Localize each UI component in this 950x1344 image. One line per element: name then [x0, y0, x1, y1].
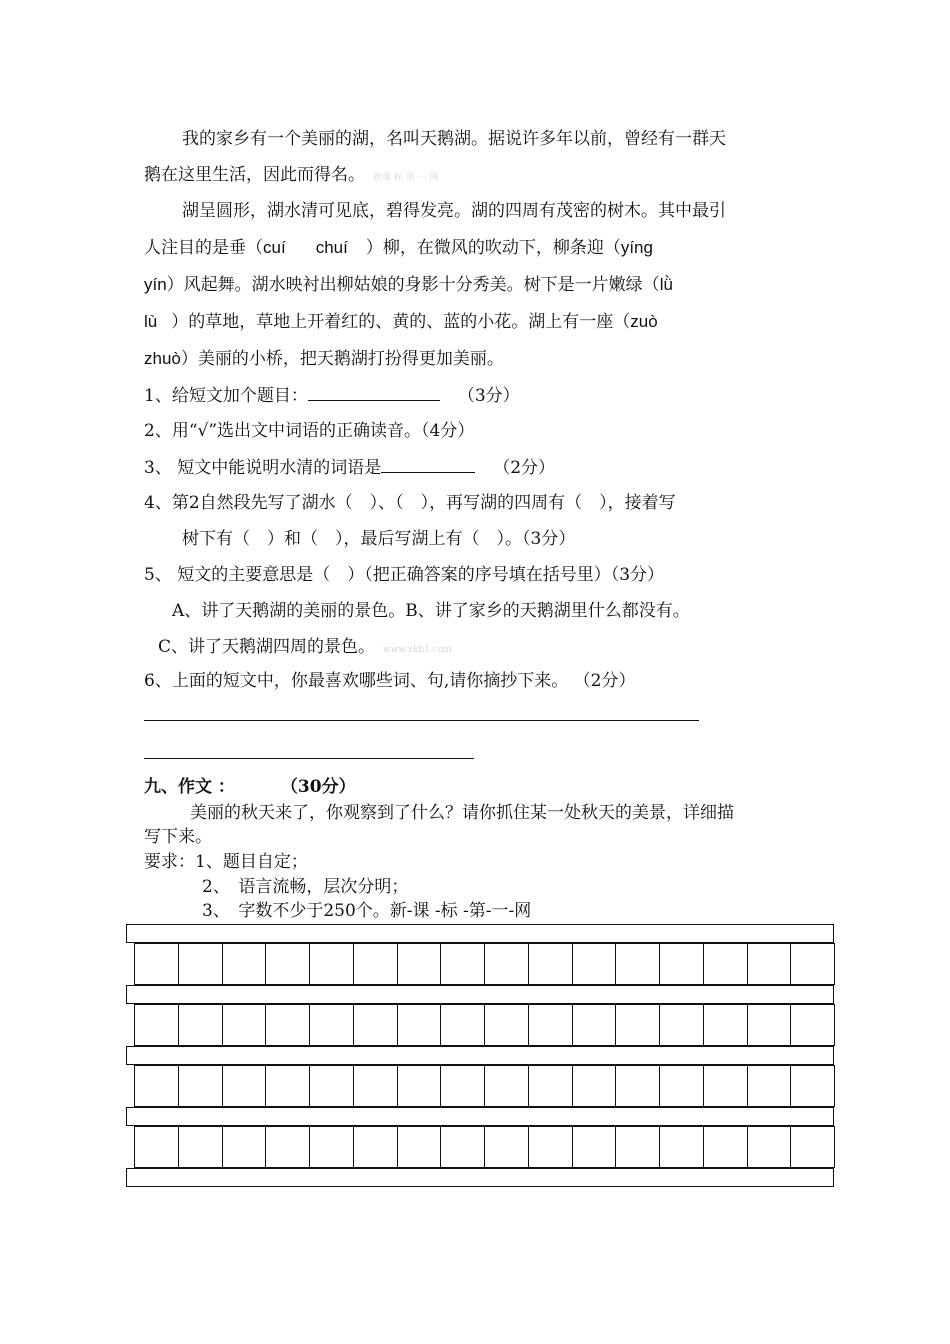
question-6: 6、上面的短文中，你最喜欢哪些词、句,请你摘抄下来。 （2分） — [144, 671, 636, 691]
grid-row — [134, 1065, 834, 1107]
grid-cell[interactable] — [528, 943, 573, 985]
composition-requirement-1: 要求：1、题目自定； — [144, 852, 308, 872]
question-5-option-c: C、讲了天鹅湖四周的景色。 www.xkb1.com — [158, 637, 452, 657]
grid-cell[interactable] — [528, 1065, 573, 1107]
grid-cell[interactable] — [747, 1126, 792, 1168]
grid-cell[interactable] — [747, 1004, 792, 1046]
passage-p2-line3: yín）风起舞。湖水映衬出柳姑娘的身影十分秀美。树下是一片嫩绿（lǜ — [144, 275, 673, 295]
grid-cell[interactable] — [703, 1126, 748, 1168]
grid-cell[interactable] — [178, 1065, 223, 1107]
grid-cell[interactable] — [790, 1004, 835, 1046]
grid-cell[interactable] — [397, 1065, 442, 1107]
grid-cell[interactable] — [615, 943, 660, 985]
grid-cell[interactable] — [134, 1004, 179, 1046]
grid-cell[interactable] — [353, 943, 398, 985]
answer-line[interactable] — [144, 720, 699, 721]
grid-cell[interactable] — [659, 1004, 704, 1046]
grid-cell[interactable] — [397, 1004, 442, 1046]
watermark-text: 新课 标 第 一 网 — [373, 173, 439, 183]
composition-requirement-2: 2、 语言流畅，层次分明； — [202, 877, 409, 897]
passage-p2-line5: zhuò）美丽的小桥，把天鹅湖打扮得更加美丽。 — [144, 349, 504, 369]
grid-cell[interactable] — [615, 1065, 660, 1107]
grid-cell[interactable] — [484, 1126, 529, 1168]
question-5-option-a: A、讲了天鹅湖的美丽的景色。B、讲了家乡的天鹅湖里什么都没有。 — [172, 601, 690, 621]
grid-cell[interactable] — [178, 943, 223, 985]
passage-p1-line1: 我的家乡有一个美丽的湖，名叫天鹅湖。据说许多年以前，曾经有一群天 — [182, 129, 726, 149]
grid-cell[interactable] — [440, 1065, 485, 1107]
passage-p2-line4: lù ）的草地，草地上开着红的、黄的、蓝的小花。湖上有一座（zuò — [144, 312, 658, 332]
watermark-text: www.xkb1.com — [383, 645, 452, 655]
grid-cell[interactable] — [309, 1126, 354, 1168]
grid-band — [126, 1168, 834, 1187]
grid-cell[interactable] — [265, 1126, 310, 1168]
passage-p2-line1: 湖呈圆形，湖水清可见底，碧得发亮。湖的四周有茂密的树木。其中最引 — [182, 201, 726, 221]
grid-cell[interactable] — [222, 1126, 267, 1168]
question-4-line2: 树下有（ ）和（ ），最后写湖上有（ ）。（3分） — [182, 529, 576, 549]
pinyin-option: yín — [144, 275, 167, 294]
question-3: 3、 短文中能说明水清的词语是 （2分） — [144, 458, 556, 478]
question-4-line1: 4、第2自然段先写了湖水（ ）、（ ），再写湖的四周有（ ），接着写 — [144, 493, 676, 513]
grid-cell[interactable] — [572, 1004, 617, 1046]
composition-prompt-line1: 美丽的秋天来了，你观察到了什么？请你抓住某一处秋天的美景，详细描 — [190, 803, 734, 823]
grid-row — [134, 1126, 834, 1168]
pinyin-option: chuí — [315, 238, 348, 257]
grid-cell[interactable] — [790, 1065, 835, 1107]
grid-cell[interactable] — [615, 1004, 660, 1046]
question-2: 2、用“√”选出文中词语的正确读音。（4分） — [144, 421, 475, 441]
grid-cell[interactable] — [134, 1126, 179, 1168]
pinyin-option: lǜ — [659, 275, 673, 294]
grid-band — [126, 924, 834, 943]
grid-cell[interactable] — [134, 943, 179, 985]
grid-cell[interactable] — [222, 943, 267, 985]
grid-cell[interactable] — [440, 1004, 485, 1046]
grid-cell[interactable] — [353, 1126, 398, 1168]
grid-cell[interactable] — [528, 1004, 573, 1046]
composition-prompt-line2: 写下来。 — [144, 827, 212, 847]
grid-cell[interactable] — [397, 943, 442, 985]
grid-cell[interactable] — [309, 943, 354, 985]
grid-cell[interactable] — [659, 943, 704, 985]
pinyin-option: zuò — [630, 312, 658, 331]
grid-cell[interactable] — [703, 943, 748, 985]
grid-cell[interactable] — [222, 1065, 267, 1107]
grid-cell[interactable] — [265, 1004, 310, 1046]
question-5: 5、 短文的主要意思是（ ）（把正确答案的序号填在括号里）（3分） — [144, 565, 665, 585]
grid-cell[interactable] — [353, 1004, 398, 1046]
grid-band — [126, 1107, 834, 1126]
pinyin-option: cuí — [263, 238, 286, 257]
answer-blank[interactable] — [308, 384, 440, 401]
grid-cell[interactable] — [747, 1065, 792, 1107]
grid-cell[interactable] — [178, 1126, 223, 1168]
pinyin-option: yíng — [620, 238, 653, 257]
grid-cell[interactable] — [484, 1065, 529, 1107]
grid-cell[interactable] — [484, 943, 529, 985]
passage-p1-line2: 鹅在这里生活，因此而得名。 新课 标 第 一 网 — [144, 165, 439, 185]
grid-cell[interactable] — [790, 943, 835, 985]
grid-cell[interactable] — [615, 1126, 660, 1168]
grid-band — [126, 985, 834, 1004]
grid-cell[interactable] — [309, 1004, 354, 1046]
grid-cell[interactable] — [353, 1065, 398, 1107]
grid-cell[interactable] — [440, 1126, 485, 1168]
grid-row — [134, 943, 834, 985]
pinyin-option: lù — [144, 312, 158, 331]
grid-cell[interactable] — [703, 1004, 748, 1046]
answer-line[interactable] — [144, 758, 474, 759]
answer-blank[interactable] — [381, 456, 475, 473]
grid-cell[interactable] — [659, 1065, 704, 1107]
grid-cell[interactable] — [659, 1126, 704, 1168]
grid-cell[interactable] — [528, 1126, 573, 1168]
pinyin-option: zhuò — [144, 349, 181, 368]
passage-p2-line2: 人注目的是垂（cuí chuí ）柳，在微风的吹动下，柳条迎（yíng — [144, 238, 653, 258]
writing-grid — [126, 924, 834, 1186]
grid-cell[interactable] — [397, 1126, 442, 1168]
grid-cell[interactable] — [747, 943, 792, 985]
grid-cell[interactable] — [703, 1065, 748, 1107]
grid-cell[interactable] — [572, 1065, 617, 1107]
composition-heading: 九、作文 ： （30分） — [144, 777, 356, 797]
grid-cell[interactable] — [222, 1004, 267, 1046]
grid-cell[interactable] — [484, 1004, 529, 1046]
grid-cell[interactable] — [265, 1065, 310, 1107]
grid-cell[interactable] — [572, 1126, 617, 1168]
grid-cell[interactable] — [440, 943, 485, 985]
grid-cell[interactable] — [572, 943, 617, 985]
question-1: 1、给短文加个题目： （3分） — [144, 386, 520, 406]
grid-cell[interactable] — [790, 1126, 835, 1168]
composition-requirement-3: 3、 字数不少于250个。新-课 -标 -第-一-网 — [202, 901, 532, 921]
grid-cell[interactable] — [134, 1065, 179, 1107]
grid-cell[interactable] — [265, 943, 310, 985]
grid-row — [134, 1004, 834, 1046]
grid-cell[interactable] — [178, 1004, 223, 1046]
grid-cell[interactable] — [309, 1065, 354, 1107]
grid-band — [126, 1046, 834, 1065]
